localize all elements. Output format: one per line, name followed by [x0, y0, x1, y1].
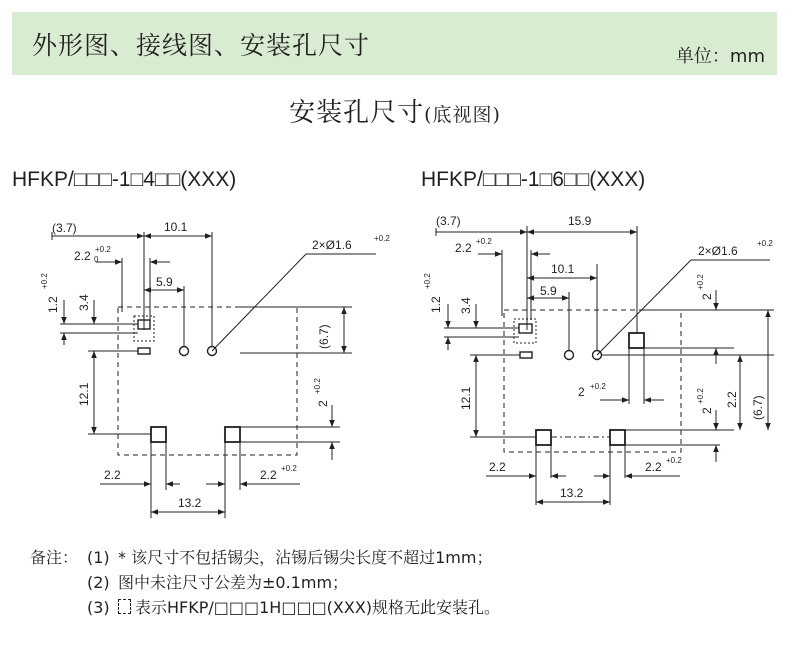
note-number: (2): [87, 573, 110, 592]
right-round-hole-1: [565, 351, 574, 360]
note-text: 表示HFKP/□□□1H□□□(XXX)规格无此安装孔。: [135, 598, 501, 617]
right-drawing: [436, 226, 774, 505]
right-dim-5-9: 5.9: [540, 284, 557, 298]
left-dim-2-2-top: 2.2: [74, 249, 91, 263]
note-row-3: [30, 595, 500, 620]
model-left-label: HFKP/□□□-1□4□□(XXX): [12, 168, 237, 191]
right-tol-bottom: +0.2: [666, 456, 682, 465]
left-tol-top-zero: 0: [94, 255, 99, 264]
left-drawing: [52, 232, 376, 518]
header-title: 外形图、接线图、安装孔尺寸: [32, 31, 371, 60]
notes: [30, 545, 500, 620]
right-tol-mid: +0.2: [590, 382, 606, 391]
right-pin-e: [610, 430, 625, 445]
left-pin-d: [225, 427, 240, 442]
right-dim-2-2-bottom-right: 2.2: [645, 460, 662, 474]
section-subtitle: (底视图): [424, 104, 501, 126]
left-dim-1-2: 1.2: [46, 296, 60, 313]
left-round-hole-1: [180, 347, 189, 356]
right-dim-2-mid: 2: [578, 385, 585, 399]
left-dim-5-9: 5.9: [156, 275, 173, 289]
right-dim-13-2: 13.2: [560, 486, 584, 500]
notes-prefix: 备注：: [30, 548, 79, 567]
left-dim-2-2-bottom: 2.2: [104, 468, 121, 482]
left-dim-12-1: 12.1: [77, 382, 91, 406]
right-dim-2-top: 2: [700, 293, 714, 300]
left-tol-bottom: +0.2: [281, 464, 297, 473]
right-tol-right-low: +0.2: [696, 388, 705, 404]
right-dim-1-2: 1.2: [429, 296, 443, 313]
left-hole-spec: 2×Ø1.6: [312, 238, 352, 252]
note-text: * 该尺寸不包括锡尖，沾锡后锡尖长度不超过1mm；: [118, 548, 493, 567]
left-dim-2: 2: [316, 400, 330, 407]
left-hole-tol: +0.2: [374, 234, 390, 243]
model-right-label: HFKP/□□□-1□6□□(XXX): [421, 168, 646, 191]
left-dim-2-2-bottom-right: 2.2: [260, 468, 277, 482]
right-dim-2-2-top: 2.2: [455, 241, 472, 255]
right-dim-15-9: 15.9: [568, 214, 592, 228]
note-row-1: [30, 545, 500, 570]
right-dim-3-4: 3.4: [459, 297, 473, 314]
left-dim-10-1: 10.1: [164, 220, 188, 234]
left-dim-13-2: 13.2: [178, 496, 202, 510]
right-pin-a: [519, 324, 532, 333]
right-dim-12-1: 12.1: [459, 386, 473, 410]
note-text: 图中未注尺寸公差为±0.1mm；: [118, 573, 349, 592]
section-title-main: 安装孔尺寸: [289, 98, 425, 128]
left-tol-side: +0.2: [40, 273, 49, 289]
unit-label: 单位：mm: [675, 46, 765, 67]
left-dimension-labels: [40, 220, 390, 510]
left-pin-b: [138, 348, 150, 354]
right-pin-c: [629, 333, 644, 348]
right-tol-top: +0.2: [476, 237, 492, 246]
right-dim-6-7: (6.7): [751, 395, 765, 420]
right-dim-2-2-side: 2.2: [725, 391, 739, 408]
right-dim-2-low: 2: [700, 407, 714, 414]
right-dim-2-2-bottom: 2.2: [489, 460, 506, 474]
right-dim-10-1: 10.1: [551, 262, 575, 276]
right-pin-d: [536, 430, 551, 445]
left-dim-3-7: (3.7): [52, 221, 77, 235]
right-optional-hole: [514, 319, 536, 343]
right-tol-side: +0.2: [423, 273, 432, 289]
right-hole-spec: 2×Ø1.6: [698, 244, 738, 258]
left-pin-c: [151, 427, 166, 442]
left-dim-3-4: 3.4: [77, 294, 91, 311]
left-tol-right: +0.2: [313, 378, 322, 394]
right-hole-tol: +0.2: [757, 239, 773, 248]
left-tol-top: +0.2: [95, 245, 111, 254]
note-number: (1): [87, 548, 110, 567]
right-pin-b: [520, 352, 532, 358]
note-number: (3): [87, 598, 110, 617]
dashed-box-symbol: [118, 599, 131, 614]
right-dim-3-7: (3.7): [436, 214, 461, 228]
left-dim-6-7: (6.7): [317, 324, 331, 349]
right-tol-right-top: +0.2: [696, 274, 705, 290]
note-row-2: [30, 570, 500, 595]
right-outline: [504, 310, 681, 452]
